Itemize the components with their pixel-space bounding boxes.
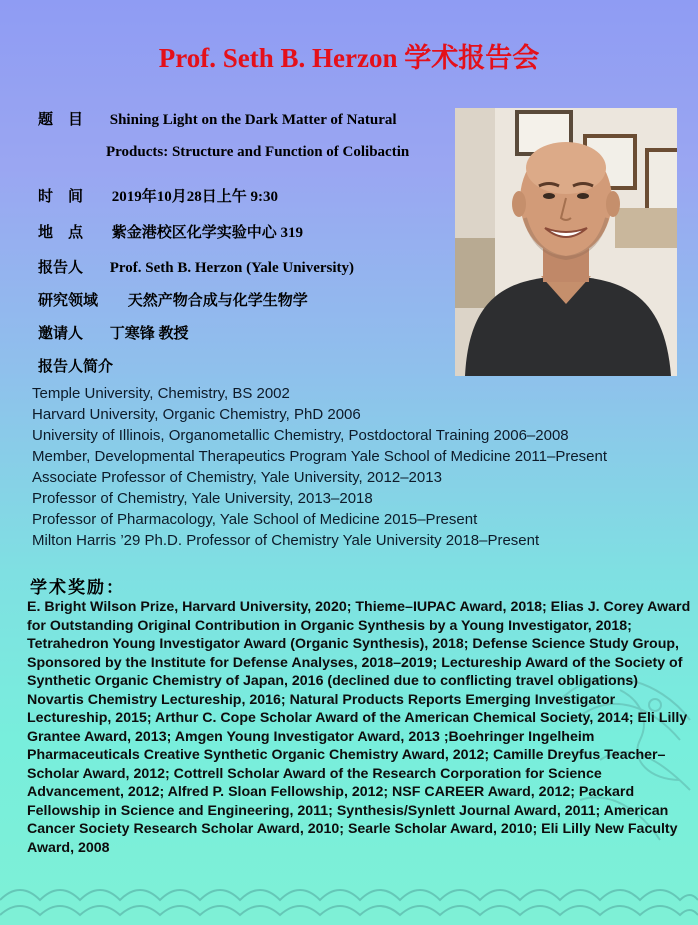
awards-heading: 学术奖励： [30, 578, 125, 598]
speaker-label: 报告人 [38, 260, 84, 276]
topic-row-2 [106, 144, 409, 161]
topic-label: 题 目 [38, 112, 84, 128]
inviter-value: 丁寒锋 教授 [109, 326, 189, 342]
place-row [38, 221, 303, 242]
speaker-photo [455, 108, 677, 376]
inviter-label: 邀请人 [38, 326, 84, 342]
inviter-row [38, 322, 189, 343]
topic-line-1: Shining Light on the Dark Matter of Natural [109, 112, 397, 128]
cv-item: Professor of Pharmacology, Yale School of Medicine 2015–Present [32, 511, 478, 528]
topic-line-2: Products: Structure and Function of Colibactin [106, 144, 410, 160]
speaker-portrait-illustration [455, 108, 677, 376]
place-value: 紫金港校区化学实验中心 319 [111, 225, 304, 241]
cv-item: Milton Harris ’29 Ph.D. Professor of Chemistry Yale University 2018–Present [32, 532, 540, 549]
place-label: 地 点 [38, 225, 84, 241]
cv-item: Temple University, Chemistry, BS 2002 [32, 385, 290, 402]
cv-item: Professor of Chemistry, Yale University, 2013–2018 [32, 490, 373, 507]
time-row [38, 185, 278, 206]
awards-paragraph-1: E. Bright Wilson Prize, Harvard University, 2020; Thieme–IUPAC Award, 2018; Elias J. Corey Award for Outstanding Original Contribution in Organic Synthesis by a Young Investigator, 2018; Tetrahedron Young Investigator Award (Organic Synthesis), 2018; Defense Science Study Group, Sponsored by the Institute for Defense Analyses, 2018–2019; Lectureship Award of the Society of Synthetic Organic Chemistry of Japan, 2016 (declined due to conflicting travel obligations) [27, 599, 691, 689]
field-row [38, 289, 308, 310]
cv-item: Member, Developmental Therapeutics Program Yale School of Medicine 2011–Present [32, 448, 608, 465]
speaker-value: Prof. Seth B. Herzon (Yale University) [109, 260, 355, 276]
cv-item: University of Illinois, Organometallic Chemistry, Postdoctoral Training 2006–2008 [32, 427, 569, 444]
cv-list [32, 383, 607, 551]
awards-text [27, 598, 691, 857]
time-value: 2019年10月28日上午 9:30 [111, 189, 278, 205]
topic-row [38, 108, 397, 129]
field-label: 研究领域 [38, 293, 99, 309]
speaker-row [38, 256, 354, 277]
field-value: 天然产物合成与化学生物学 [127, 293, 308, 309]
bio-heading-row [38, 355, 113, 376]
cv-item: Associate Professor of Chemistry, Yale University, 2012–2013 [32, 469, 442, 486]
bio-label: 报告人简介 [38, 359, 114, 375]
cv-item: Harvard University, Organic Chemistry, PhD 2006 [32, 406, 361, 423]
awards-paragraph-2: Novartis Chemistry Lectureship, 2016; Natural Products Reports Emerging Investigator Lectureship, 2015; Arthur C. Cope Scholar Award of the American Chemical Society, 2014; Eli Lilly Grantee Award, 2013; Amgen Young Investigator Award, 2013 ;Boehringer Ingelheim Pharmaceuticals Creative Synthetic Organic Chemistry Award, 2012; Camille Dreyfus Teacher–Scholar Award, 2012; Cottrell Scholar Award of the Research Corporation for Science Advancement, 2012; Alfred P. Sloan Fellowship, 2012; NSF CAREER Award, 2012; Packard Fellowship in Science and Engineering, 2011; Synthesis/Synlett Journal Award, 2011; American Cancer Society Research Scholar Award, 2010; Searle Scholar Award, 2010; Eli Lilly New Faculty Award, 2008 [27, 691, 688, 856]
time-label: 时 间 [38, 189, 84, 205]
poster-title: Prof. Seth B. Herzon 学术报告会 [158, 43, 540, 73]
